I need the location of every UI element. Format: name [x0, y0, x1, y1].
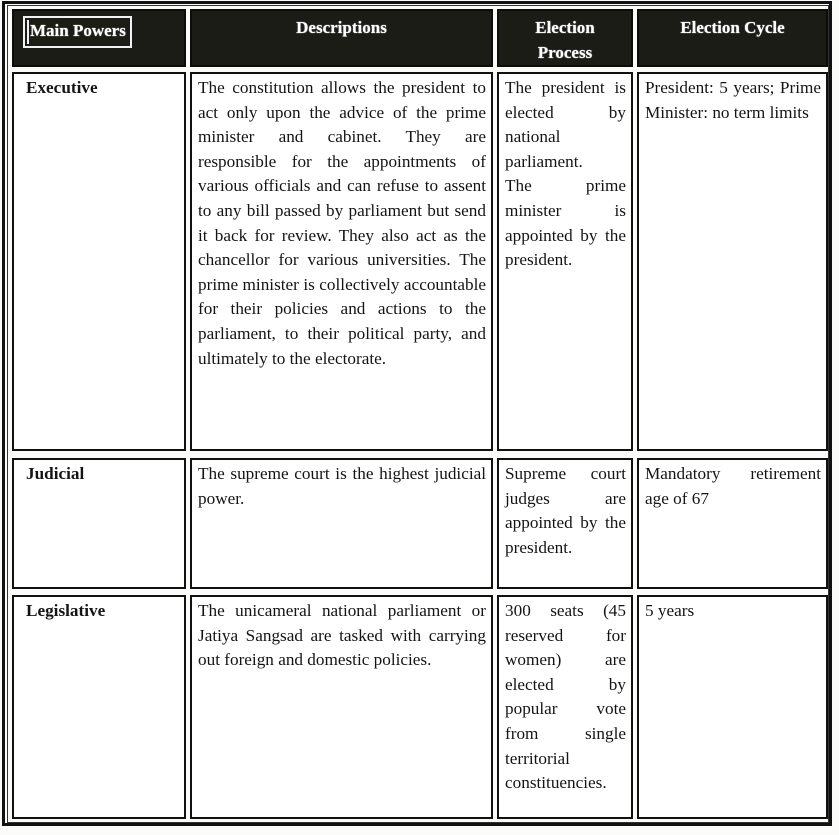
description-text: The constitution allows the president to act only upon the advice of the prime minister and cabinet. They are responsible for the appointments of various officials and can refuse to assent to any bill passed by parliament but send it back for review. They also act as the chancellor for various universities. The prime minister is collectively accountable for their policies and actions to the parliament, to their political party, and ultimately to the electorate.	[198, 78, 486, 368]
election-process-text: The prime minister is appointed by the president.	[505, 176, 626, 270]
description-text: The unicameral national parliament or Jatiya Sangsad are tasked with carrying out foreign and domestic policies.	[198, 601, 486, 670]
header-election-process	[497, 9, 633, 67]
election-process-text: 300 seats (45 reserved for women) are elected by popular vote from single territorial constituencies.	[505, 601, 626, 793]
description-text: The supreme court is the highest judicial power.	[198, 464, 486, 508]
table-row-judicial-description	[190, 458, 493, 589]
table-row-executive-description	[190, 72, 493, 451]
election-process-text: The president is elected by national parliament.	[505, 78, 626, 171]
table-row-judicial-power	[12, 458, 186, 589]
main-power-label: Judicial	[26, 464, 85, 483]
election-cycle-text: President: 5 years; Prime Minister: no term limits	[645, 78, 821, 122]
table-row-legislative-description	[190, 595, 493, 819]
table-row-judicial-election-process	[497, 458, 633, 589]
table-row-executive-election-cycle	[637, 72, 828, 451]
header-main-powers-label: Main Powers	[23, 16, 132, 48]
table-row-judicial-election-cycle	[637, 458, 828, 589]
table-row-legislative-election-cycle	[637, 595, 828, 819]
header-main-powers	[12, 9, 186, 67]
election-cycle-text: Mandatory retirement age of 67	[645, 464, 821, 508]
header-descriptions-label: Descriptions	[296, 18, 387, 37]
table-row-legislative-power	[12, 595, 186, 819]
header-election-cycle-label: Election Cycle	[680, 18, 785, 37]
table-row-executive-election-process	[497, 72, 633, 451]
table-row-executive-power	[12, 72, 186, 451]
election-cycle-text: 5 years	[645, 601, 695, 620]
main-power-label: Executive	[26, 78, 98, 97]
header-descriptions	[190, 9, 493, 67]
table-row-legislative-election-process	[497, 595, 633, 819]
main-power-label: Legislative	[26, 601, 106, 620]
header-election-cycle	[637, 9, 828, 67]
header-election-process-label: Election Process	[535, 18, 595, 62]
election-process-text: Supreme court judges are appointed by the president.	[505, 464, 626, 557]
